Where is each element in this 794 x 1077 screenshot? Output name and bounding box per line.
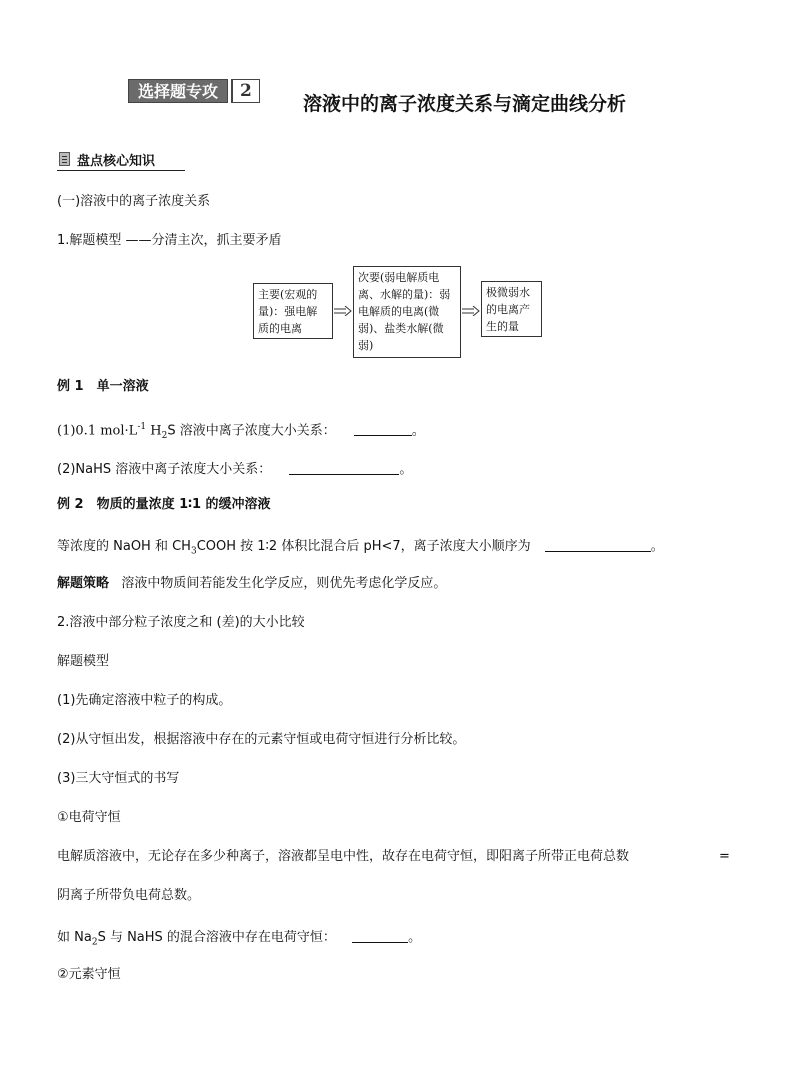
strategy-label: 解题策略 — [57, 576, 110, 591]
example-1-question-1: (1)0.1 $mol\cdot L^{-1}$ $H_2S$ 溶液中离子浓度大小关系： 。 — [57, 422, 425, 441]
example-1-title: 例 1 单一溶液 — [57, 379, 149, 394]
item-solving-model: 1.解题模型 ——分清主次，抓主要矛盾 — [57, 233, 282, 248]
charge-conservation-text: 电解质溶液中，无论存在多少种离子，溶液都呈电中性，故存在电荷守恒，即阳离子所带正电荷总数 — [57, 849, 630, 864]
arrow-right-icon — [334, 306, 352, 316]
subheading-ion-concentration: (一)溶液中的离子浓度关系 — [57, 194, 211, 209]
element-conservation-title: ②元素守恒 — [57, 967, 121, 982]
example-1-question-2: (2)NaHS 溶液中离子浓度大小关系： 。 — [57, 462, 413, 477]
flow-box-primary: 主要(宏观的量)：强电解质的电离 — [253, 283, 333, 339]
example-2-title: 例 2 物质的量浓度 1∶1 的缓冲溶液 — [57, 497, 271, 512]
charge-conservation-example: 如 $Na_2S$ 与 NaHS 的混合溶液中存在电荷守恒： 。 — [57, 930, 422, 948]
answer-blank[interactable] — [354, 421, 412, 436]
model-step-2: (2)从守恒出发，根据溶液中存在的元素守恒或电荷守恒进行分析比较。 — [57, 732, 466, 747]
section-underline — [57, 170, 185, 171]
item-particle-comparison: 2.溶液中部分粒子浓度之和 (差)的大小比较 — [57, 615, 305, 630]
topic-badge — [128, 79, 260, 103]
document-icon — [59, 152, 70, 166]
arrow-right-icon — [462, 306, 480, 316]
page-title: 溶液中的离子浓度关系与滴定曲线分析 — [303, 93, 627, 115]
answer-blank[interactable] — [352, 928, 408, 943]
strategy-line — [57, 576, 446, 592]
badge-number: 2 — [231, 79, 260, 103]
model-label: 解题模型 — [57, 654, 110, 669]
section-title: 盘点核心知识 — [77, 154, 156, 169]
model-step-1: (1)先确定溶液中粒子的构成。 — [57, 693, 232, 708]
example-2-question: 等浓度的 NaOH 和 $CH_3COOH$ 按 1∶2 体积比混合后 pH<7，离子浓度大小顺序为 。 — [57, 539, 664, 557]
badge-label: 选择题专攻 — [128, 79, 228, 103]
charge-conservation-text-2: 阴离子所带负电荷总数。 — [57, 888, 201, 903]
answer-blank[interactable] — [289, 460, 399, 475]
answer-blank[interactable] — [545, 537, 651, 552]
model-step-3: (3)三大守恒式的书写 — [57, 771, 180, 786]
equals-sign: = — [719, 849, 730, 864]
flow-box-secondary: 次要(弱电解质电离、水解的量)：弱电解质的电离(微弱)、盐类水解(微弱) — [353, 266, 461, 358]
flow-box-minor: 极微弱水的电离产生的量 — [481, 281, 542, 337]
strategy-text: 溶液中物质间若能发生化学反应，则优先考虑化学反应。 — [121, 576, 447, 591]
charge-conservation-title: ①电荷守恒 — [57, 810, 121, 825]
